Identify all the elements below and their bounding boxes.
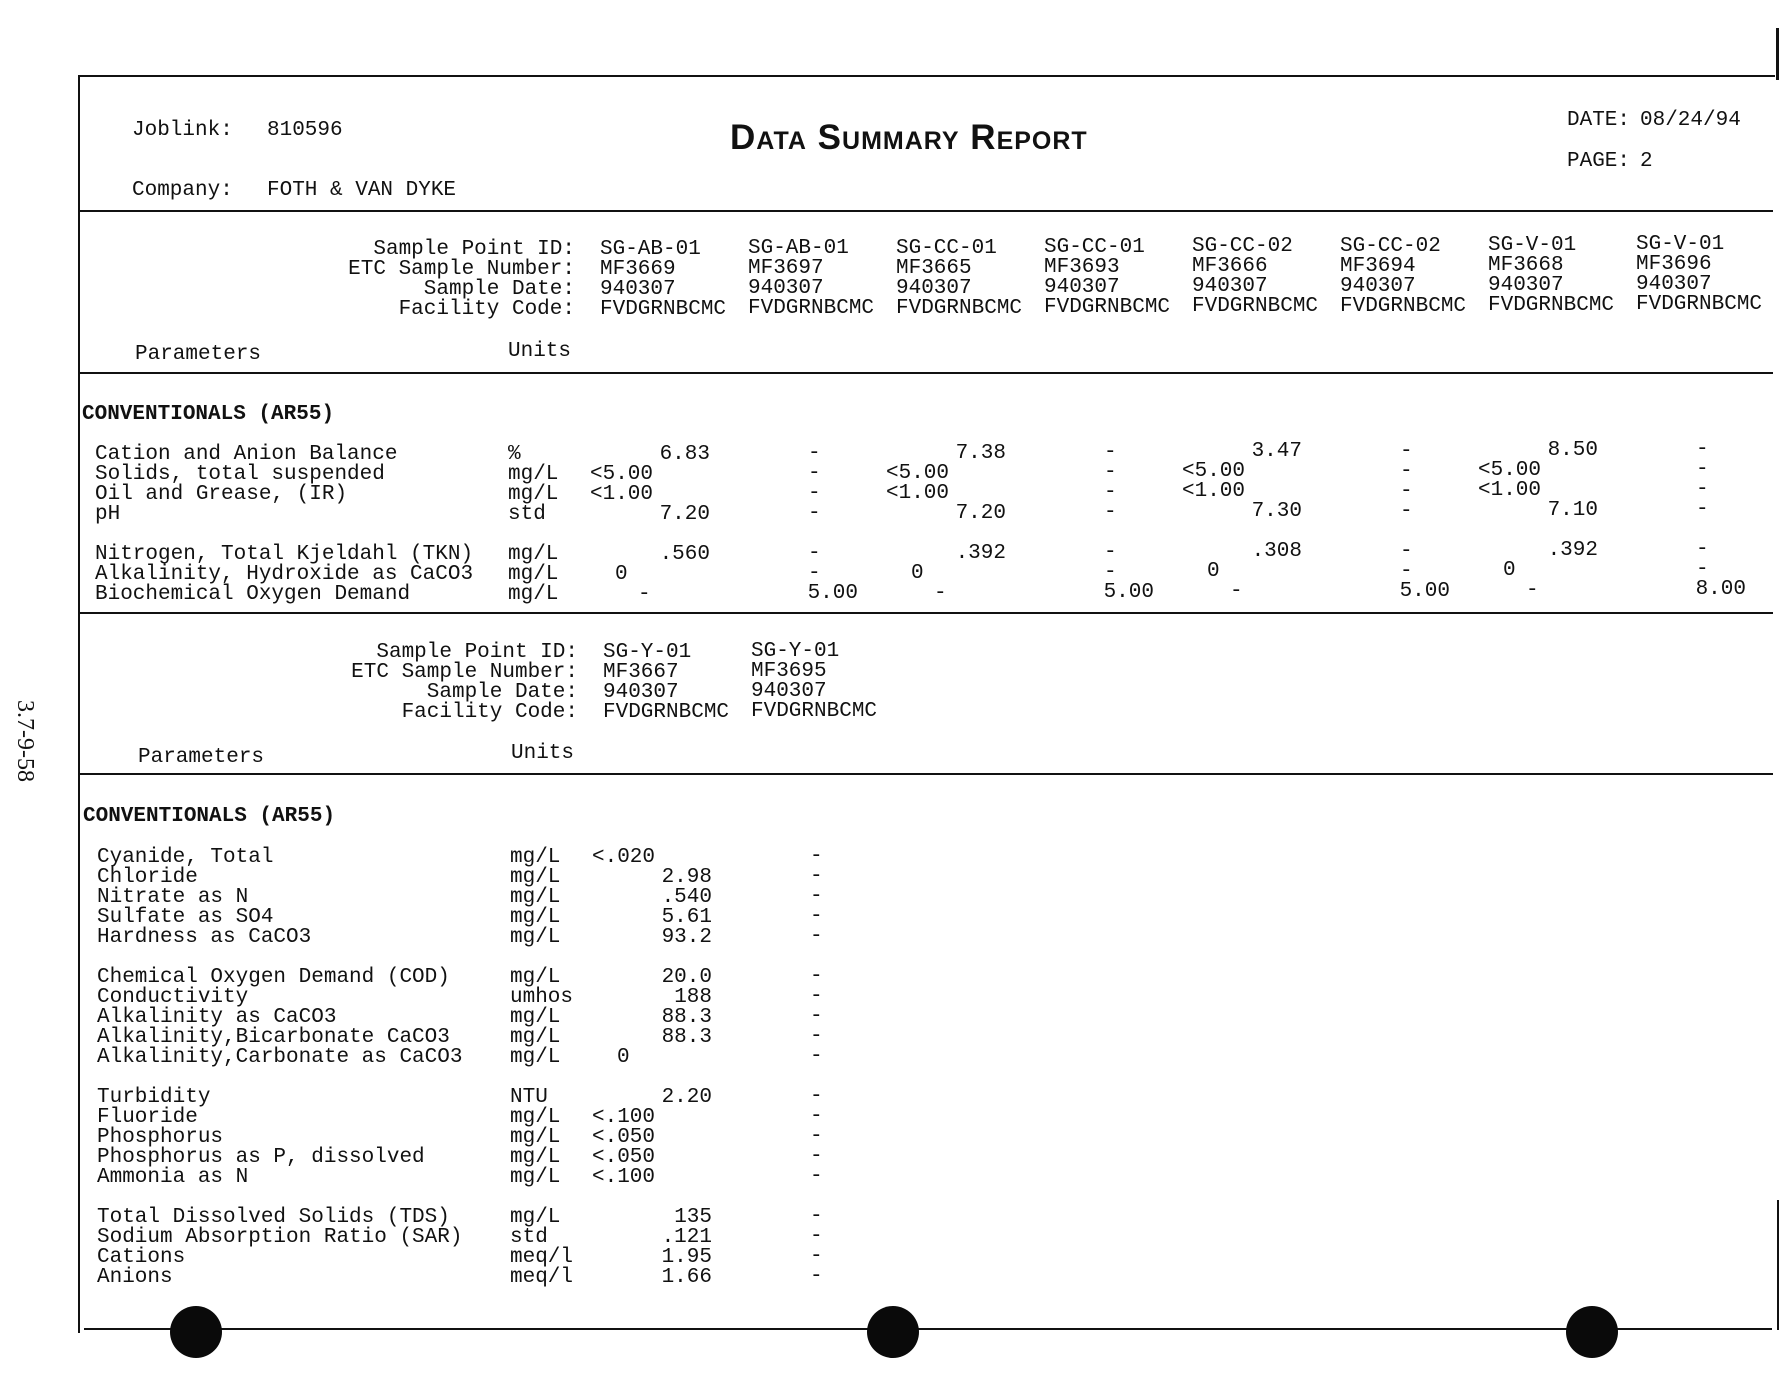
sample-column (751, 642, 877, 722)
value-cell: 0 (615, 563, 628, 586)
value-cell: - (810, 1125, 823, 1149)
value-cell: 5.61 (661, 906, 712, 929)
divider-header (80, 210, 1773, 212)
parameter-name: Oil and Grease, (IR) (95, 483, 348, 506)
value-cell: - (810, 1165, 823, 1189)
company-label: Company: (132, 179, 233, 202)
value-cell: 1.95 (661, 1246, 712, 1269)
parameter-name: Turbidity (97, 1086, 211, 1109)
sample-column (1044, 235, 1171, 319)
sample-number: MF3693 (1044, 255, 1120, 279)
sample-id: SG-AB-01 (748, 237, 849, 261)
value-cell: 6.83 (659, 443, 710, 466)
sample-facility: FVDGRNBCMC (896, 296, 1023, 320)
sample-date: 940307 (896, 276, 972, 300)
unit: mg/L (510, 1106, 561, 1129)
value-cell: .392 (955, 541, 1006, 565)
parameter-name: Conductivity (97, 986, 249, 1009)
s1-section-label: CONVENTIONALS (AR55) (82, 403, 335, 426)
unit: mg/L (508, 583, 559, 606)
page-label: PAGE: (1567, 150, 1631, 173)
sample-number: MF3694 (1340, 254, 1416, 278)
value-cell: - (810, 965, 823, 989)
divider-s1-end (80, 612, 1773, 614)
sample-facility: FVDGRNBCMC (751, 700, 878, 724)
divider-bottom (84, 1328, 1772, 1330)
unit: mg/L (510, 886, 561, 909)
s1-sample-labels (310, 240, 575, 320)
value-cell: 5.00 (1399, 579, 1450, 603)
value-cell: 8.50 (1547, 438, 1598, 462)
value-cell: 7.38 (955, 441, 1006, 465)
value-cell: 7.10 (1547, 498, 1598, 522)
value-cell: <5.00 (590, 463, 654, 486)
value-cell: - (810, 1265, 823, 1289)
value-cell: - (1696, 478, 1709, 502)
value-cell: - (808, 442, 821, 466)
unit: mg/L (510, 1206, 561, 1229)
sample-column (1636, 235, 1762, 315)
sample-column (603, 643, 729, 723)
sample-id: SG-Y-01 (603, 641, 692, 664)
parameter-name: Cation and Anion Balance (95, 443, 398, 466)
unit: NTU (510, 1086, 548, 1109)
value-cell: <.050 (592, 1146, 656, 1169)
value-cell: <1.00 (1478, 478, 1542, 502)
value-cell: - (810, 1085, 823, 1109)
sample-number: MF3666 (1192, 255, 1268, 279)
parameter-name: Biochemical Oxygen Demand (95, 583, 411, 606)
unit: std (508, 503, 546, 526)
label-facility-code: Facility Code: (398, 298, 575, 321)
unit: mg/L (510, 1146, 561, 1169)
unit: mg/L (510, 1026, 561, 1049)
parameter-name: Chloride (97, 866, 198, 889)
value-cell: .121 (661, 1226, 712, 1249)
parameter-name: Fluoride (97, 1106, 198, 1129)
value-cell: - (1230, 580, 1243, 604)
value-cell: 5.00 (807, 582, 858, 606)
value-cell: 2.98 (661, 866, 712, 889)
value-cell: - (1400, 459, 1413, 483)
page-title: Data Summary Report (730, 118, 1088, 157)
value-cell: - (1696, 558, 1709, 582)
label-sample-date: Sample Date: (426, 681, 578, 704)
sample-date: 940307 (1192, 275, 1268, 299)
unit: mg/L (510, 926, 561, 949)
sample-id: SG-CC-01 (1044, 235, 1145, 259)
parameter-name: Total Dissolved Solids (TDS) (97, 1206, 450, 1229)
unit: mg/L (508, 543, 559, 566)
sample-id: SG-CC-02 (1192, 235, 1293, 259)
parameter-name: Phosphorus (97, 1126, 224, 1149)
value-cell: 88.3 (661, 1026, 712, 1049)
unit: % (508, 443, 521, 466)
sample-id: SG-AB-01 (600, 238, 701, 261)
value-cell: <1.00 (590, 483, 654, 506)
sample-facility: FVDGRNBCMC (603, 701, 730, 724)
value-cell: <1.00 (1182, 480, 1246, 504)
parameter-name: Alkalinity, Hydroxide as CaCO3 (95, 563, 474, 586)
divider-s2-header (80, 773, 1773, 775)
value-cell: <5.00 (1478, 458, 1542, 482)
value-cell: <.050 (592, 1126, 656, 1149)
unit: mg/L (510, 846, 561, 869)
sample-date: 940307 (603, 681, 679, 704)
parameter-name: Alkalinity,Bicarbonate CaCO3 (97, 1026, 450, 1049)
binder-hole-center (867, 1306, 919, 1358)
parameter-name: Anions (97, 1266, 173, 1289)
value-cell: - (1400, 539, 1413, 563)
value-cell: 188 (674, 986, 712, 1009)
value-cell: - (1104, 480, 1117, 504)
value-cell: - (810, 905, 823, 929)
sample-facility: FVDGRNBCMC (1488, 293, 1615, 317)
sample-number: MF3668 (1488, 253, 1564, 277)
value-cell: 135 (674, 1206, 712, 1229)
unit: mg/L (508, 483, 559, 506)
sample-id: SG-V-01 (1636, 233, 1725, 257)
value-cell: - (1400, 439, 1413, 463)
sample-date: 940307 (748, 277, 824, 301)
unit: meq/l (510, 1266, 574, 1289)
side-note: 3.7-9-58 (12, 700, 38, 782)
value-cell: .392 (1547, 538, 1598, 562)
value-cell: 2.20 (661, 1086, 712, 1109)
value-cell: - (810, 865, 823, 889)
parameter-name: Solids, total suspended (95, 463, 385, 486)
value-cell: - (1696, 498, 1709, 522)
sample-date: 940307 (1488, 273, 1564, 297)
unit: mg/L (510, 966, 561, 989)
value-cell: - (810, 1145, 823, 1169)
parameter-name: Cyanide, Total (97, 846, 274, 869)
value-cell: - (810, 1025, 823, 1049)
sample-id: SG-Y-01 (751, 640, 840, 664)
sample-column (896, 236, 1023, 320)
s2-sample-labels (313, 643, 578, 723)
value-cell: - (808, 502, 821, 526)
value-cell: - (808, 562, 821, 586)
value-cell: - (808, 482, 821, 506)
unit: std (510, 1226, 548, 1249)
value-cell: 7.20 (955, 501, 1006, 525)
binder-hole-left (170, 1306, 222, 1358)
sample-facility: FVDGRNBCMC (600, 298, 727, 321)
s2-units-heading: Units (511, 742, 575, 765)
unit: umhos (510, 986, 574, 1009)
value-cell: - (1104, 540, 1117, 564)
right-edge-line (1777, 1200, 1779, 1330)
joblink-value: 810596 (267, 119, 343, 142)
label-sample-point-id: Sample Point ID: (373, 238, 575, 261)
value-cell: 1.66 (661, 1266, 712, 1289)
value-cell: - (934, 581, 947, 605)
sample-number: MF3696 (1636, 253, 1712, 277)
value-cell: .540 (661, 886, 712, 909)
value-cell: - (1400, 499, 1413, 523)
value-cell: 0 (911, 561, 924, 585)
company-value: FOTH & VAN DYKE (267, 179, 457, 202)
unit: mg/L (510, 866, 561, 889)
sample-number: MF3667 (603, 661, 679, 684)
label-etc-sample-number: ETC Sample Number: (348, 258, 575, 281)
page-number: 2 (1640, 150, 1653, 173)
parameter-name: pH (95, 503, 121, 526)
date-value: 08/24/94 (1640, 109, 1741, 132)
sample-column (1340, 234, 1467, 318)
unit: mg/L (510, 1166, 561, 1189)
value-cell: - (1104, 560, 1117, 584)
parameter-name: Nitrate as N (97, 886, 249, 909)
value-cell: - (1696, 458, 1709, 482)
parameter-name: Alkalinity,Carbonate as CaCO3 (97, 1046, 463, 1069)
sample-date: 940307 (1340, 274, 1416, 298)
value-cell: - (810, 845, 823, 869)
sample-date: 940307 (1044, 275, 1120, 299)
parameter-name: Alkalinity as CaCO3 (97, 1006, 337, 1029)
parameter-name: Nitrogen, Total Kjeldahl (TKN) (95, 543, 474, 566)
value-cell: - (810, 1105, 823, 1129)
sample-number: MF3697 (748, 257, 824, 281)
sample-facility: FVDGRNBCMC (1636, 293, 1763, 317)
value-cell: 5.00 (1103, 580, 1154, 604)
sample-facility: FVDGRNBCMC (1044, 295, 1171, 319)
value-cell: - (1696, 538, 1709, 562)
sample-date: 940307 (600, 278, 676, 301)
parameter-name: Chemical Oxygen Demand (COD) (97, 966, 450, 989)
label-facility-code: Facility Code: (401, 701, 578, 724)
binder-hole-right (1566, 1306, 1618, 1358)
unit: mg/L (510, 1126, 561, 1149)
label-etc-sample-number: ETC Sample Number: (351, 661, 578, 684)
value-cell: - (1400, 479, 1413, 503)
parameter-name: Hardness as CaCO3 (97, 926, 312, 949)
value-cell: - (810, 1225, 823, 1249)
value-cell: - (1696, 438, 1709, 462)
value-cell: - (810, 1205, 823, 1229)
value-cell: .308 (1251, 540, 1302, 564)
value-cell: <.100 (592, 1106, 656, 1129)
unit: meq/l (510, 1246, 574, 1269)
sample-column (1192, 237, 1318, 317)
sample-number: MF3669 (600, 258, 676, 281)
value-cell: - (1104, 440, 1117, 464)
unit: mg/L (510, 906, 561, 929)
value-cell: - (638, 583, 651, 606)
sample-facility: FVDGRNBCMC (1192, 295, 1319, 319)
value-cell: <.100 (592, 1166, 656, 1189)
joblink-label: Joblink: (132, 119, 233, 142)
value-cell: 8.00 (1695, 578, 1746, 602)
parameter-name: Phosphorus as P, dissolved (97, 1146, 425, 1169)
value-cell: - (1104, 460, 1117, 484)
value-cell: - (808, 462, 821, 486)
unit: mg/L (508, 463, 559, 486)
value-cell: 88.3 (661, 1006, 712, 1029)
unit: mg/L (510, 1006, 561, 1029)
right-edge-mark (1776, 28, 1779, 80)
value-cell: 3.47 (1251, 440, 1302, 464)
sample-column (600, 240, 726, 320)
s2-parameters-heading: Parameters (138, 746, 265, 769)
sample-date: 940307 (751, 680, 827, 704)
value-cell: - (808, 542, 821, 566)
sample-id: SG-CC-02 (1340, 234, 1441, 258)
sample-number: MF3665 (896, 256, 972, 280)
value-cell: - (810, 1045, 823, 1069)
sample-column (1488, 233, 1615, 317)
value-cell: - (810, 1245, 823, 1269)
value-cell: 7.30 (1251, 500, 1302, 524)
value-cell: 20.0 (661, 966, 712, 989)
parameter-name: Sulfate as SO4 (97, 906, 274, 929)
sample-column (748, 239, 874, 319)
value-cell: - (810, 885, 823, 909)
parameter-name: Ammonia as N (97, 1166, 249, 1189)
unit: mg/L (510, 1046, 561, 1069)
value-cell: <1.00 (886, 481, 950, 505)
value-cell: - (1104, 500, 1117, 524)
value-cell: - (810, 1005, 823, 1029)
value-cell: 93.2 (661, 926, 712, 949)
divider-s1-header (80, 372, 1773, 374)
value-cell: <5.00 (1182, 460, 1246, 484)
s1-units-heading: Units (508, 340, 572, 363)
unit: mg/L (508, 563, 559, 586)
sample-facility: FVDGRNBCMC (1340, 294, 1467, 318)
sample-id: SG-V-01 (1488, 233, 1577, 257)
sample-facility: FVDGRNBCMC (748, 297, 875, 321)
sample-number: MF3695 (751, 660, 827, 684)
value-cell: - (810, 925, 823, 949)
s1-parameters-heading: Parameters (135, 343, 262, 366)
parameter-name: Cations (97, 1246, 186, 1269)
value-cell: <.020 (592, 846, 656, 869)
value-cell: - (810, 985, 823, 1009)
value-cell: .560 (659, 543, 710, 566)
parameter-name: Sodium Absorption Ratio (SAR) (97, 1226, 463, 1249)
value-cell: 0 (1503, 558, 1516, 582)
label-sample-date: Sample Date: (423, 278, 575, 301)
value-cell: - (1526, 578, 1539, 602)
value-cell: 7.20 (659, 503, 710, 526)
sample-id: SG-CC-01 (896, 236, 997, 260)
sample-date: 940307 (1636, 273, 1712, 297)
label-sample-point-id: Sample Point ID: (376, 641, 578, 664)
date-label: DATE: (1567, 109, 1631, 132)
value-cell: <5.00 (886, 461, 950, 485)
s2-section-label: CONVENTIONALS (AR55) (83, 805, 336, 828)
value-cell: 0 (1207, 560, 1220, 584)
value-cell: 0 (617, 1046, 630, 1069)
value-cell: - (1400, 559, 1413, 583)
